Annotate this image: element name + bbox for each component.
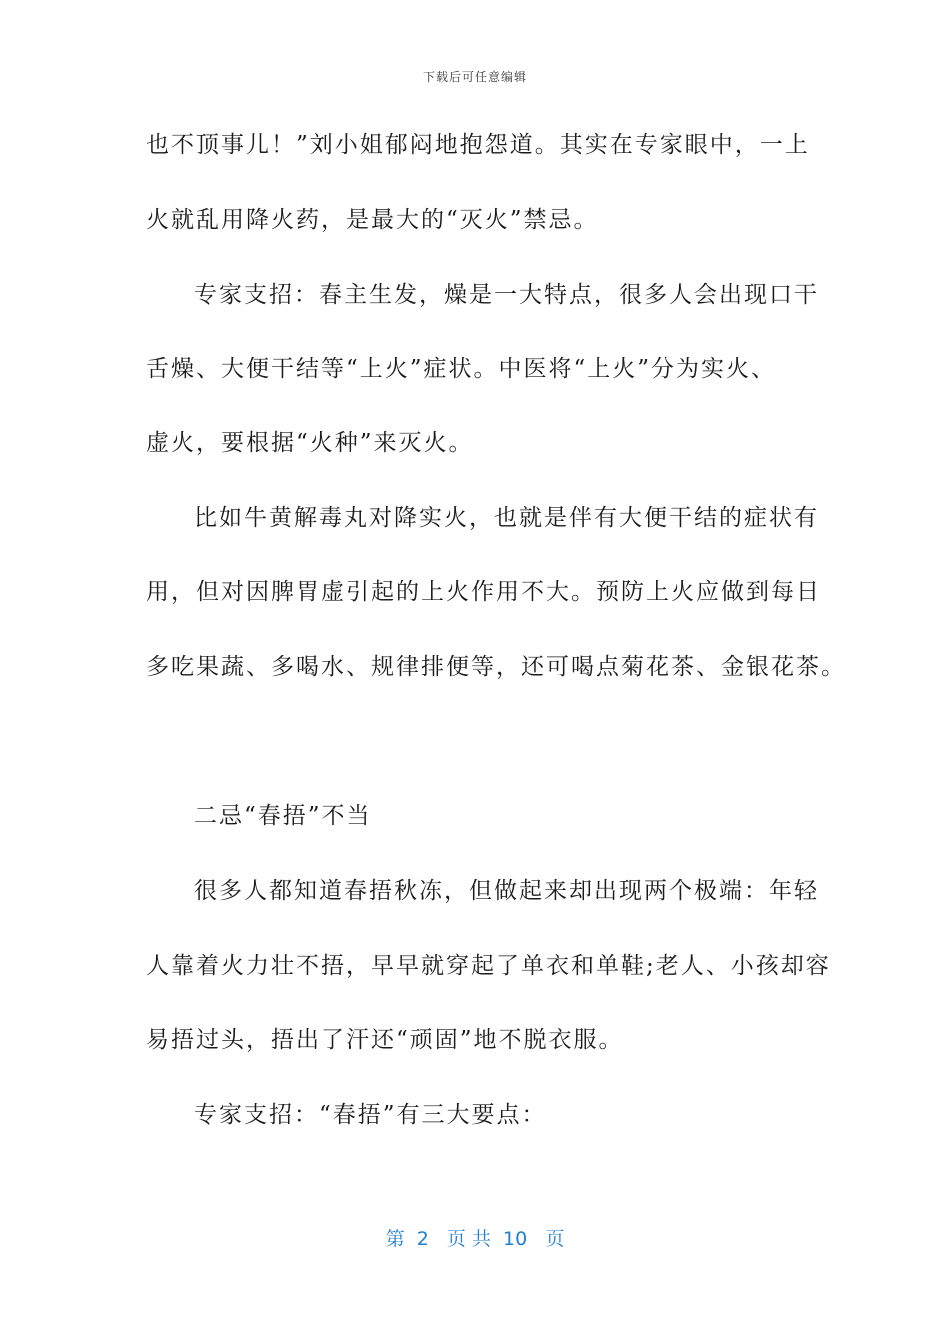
- paragraph-line: 易捂过头，捂出了汗还“顽固”地不脱衣服。: [146, 1027, 624, 1053]
- paragraph-line: 人靠着火力壮不捂，早早就穿起了单衣和单鞋;老人、小孩却容: [146, 953, 831, 979]
- paragraph-line: 舌燥、大便干结等“上火”症状。中医将“上火”分为实火、: [146, 356, 777, 382]
- page-number-footer: 第 2 页 共 10 页: [385, 1228, 565, 1250]
- section-heading: 二忌“春捂”不当: [194, 803, 372, 829]
- paragraph-line: 比如牛黄解毒丸对降实火，也就是伴有大便干结的症状有: [194, 505, 819, 531]
- paragraph-line: 火就乱用降火药，是最大的“灭火”禁忌。: [146, 207, 599, 233]
- paragraph-line: 很多人都知道春捂秋冻，但做起来却出现两个极端：年轻: [194, 878, 819, 904]
- page-header: 下载后可任意编辑: [422, 70, 527, 84]
- paragraph-line: 虚火，要根据“火种”来灭火。: [146, 430, 474, 456]
- paragraph-line: 用，但对因脾胃虚引起的上火作用不大。预防上火应做到每日: [146, 579, 821, 605]
- paragraph-line: 也不顶事儿！”刘小姐郁闷地抱怨道。其实在专家眼中，一上: [146, 132, 810, 158]
- paragraph-line: 多吃果蔬、多喝水、规律排便等，还可喝点菊花茶、金银花茶。: [146, 654, 846, 680]
- paragraph-line: 专家支招：“春捂”有三大要点：: [194, 1102, 547, 1128]
- paragraph-line: 专家支招：春主生发，燥是一大特点，很多人会出现口干: [194, 282, 819, 308]
